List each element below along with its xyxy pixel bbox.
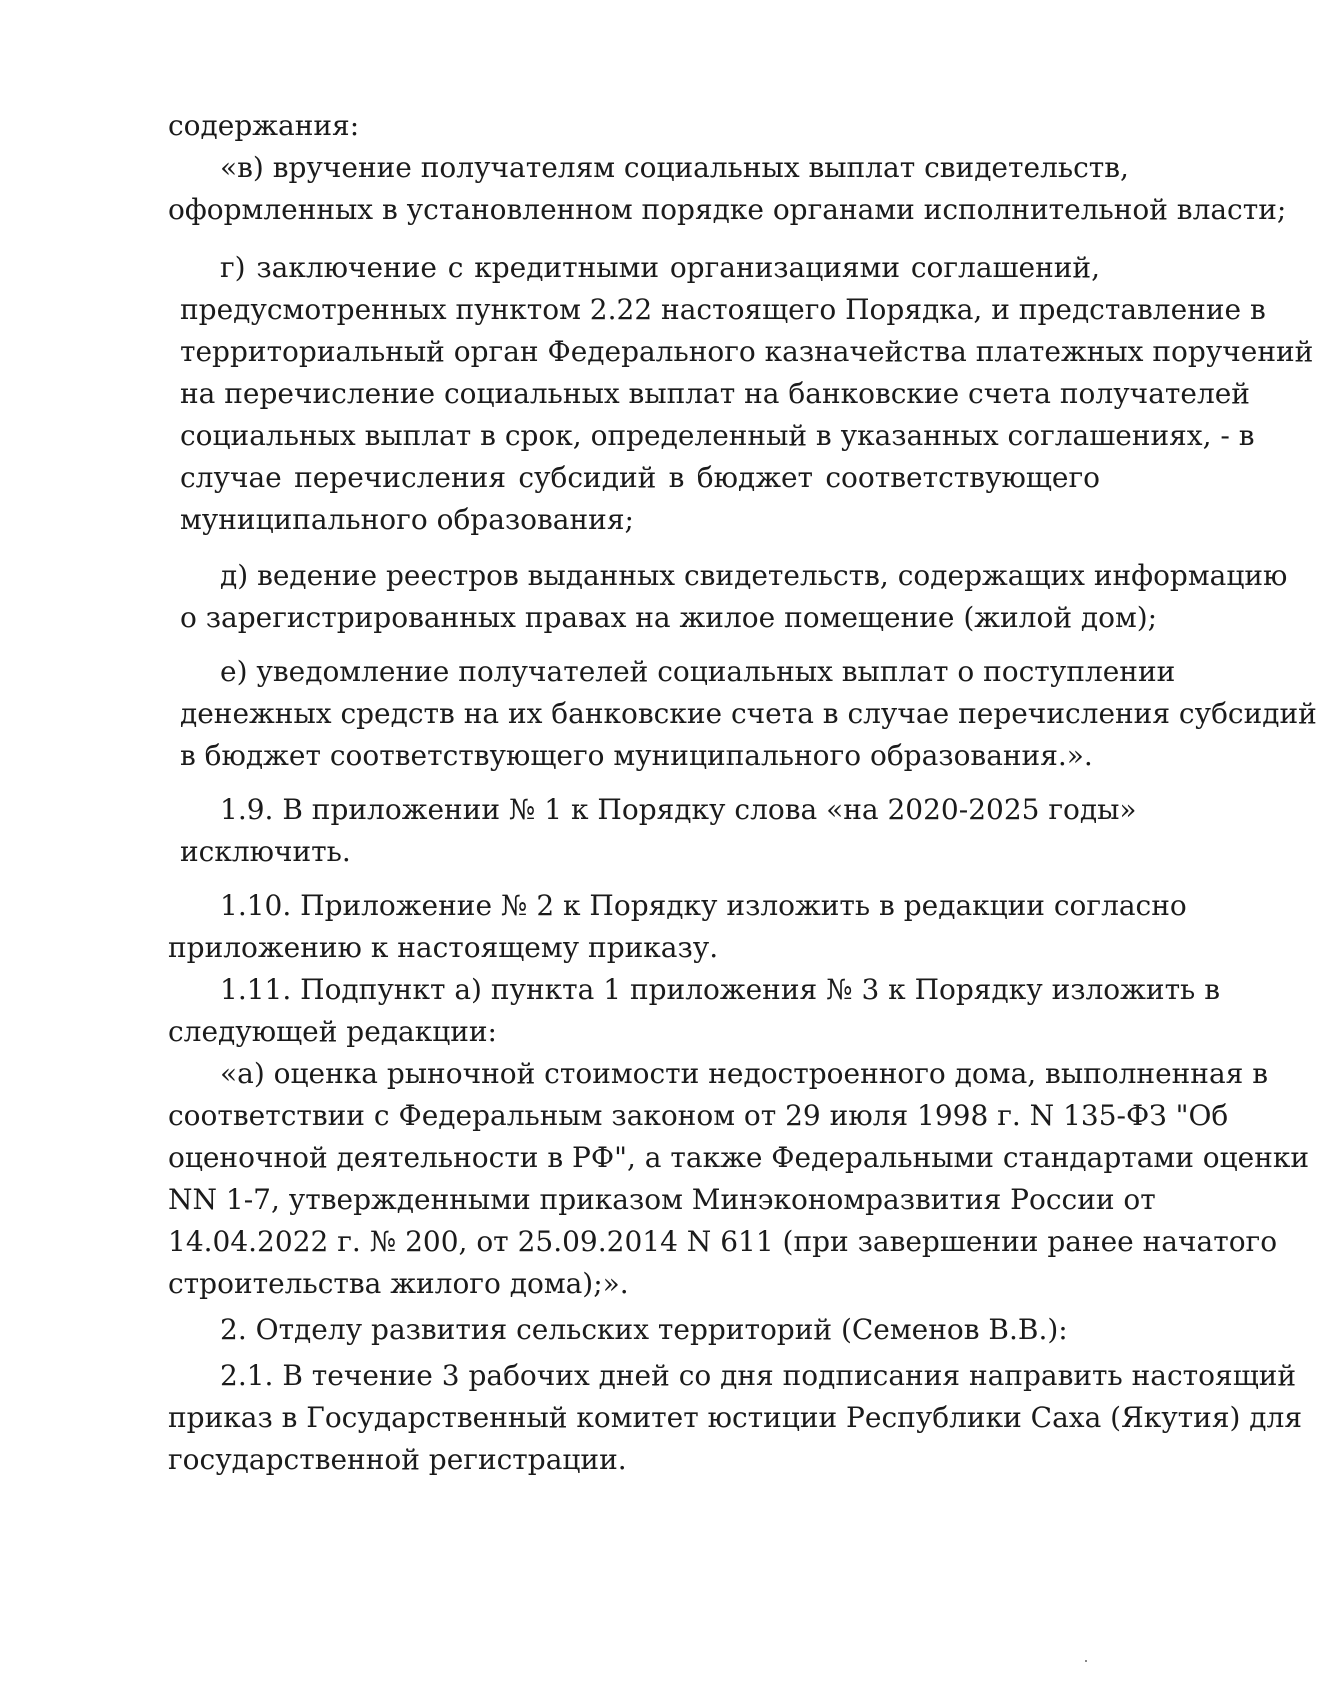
- text-line: оформленных в установленном порядке органами исполнительной власти;: [168, 193, 1287, 226]
- text-line: случае перечисления субсидий в бюджет соответствующего: [180, 461, 1100, 494]
- text-line: социальных выплат в срок, определенный в указанных соглашениях, - в: [180, 419, 1255, 452]
- text-line: е) уведомление получателей социальных выплат о поступлении: [220, 655, 1176, 688]
- text-line: 1.9. В приложении № 1 к Порядку слова «на 2020-2025 годы»: [220, 793, 1137, 826]
- text-line: на перечисление социальных выплат на банковские счета получателей: [180, 377, 1250, 410]
- text-line: 14.04.2022 г. № 200, от 25.09.2014 N 611 (при завершении ранее начатого: [168, 1225, 1278, 1258]
- text-line: содержания:: [168, 109, 360, 142]
- text-line: оценочной деятельности в РФ", а также Федеральными стандартами оценки: [168, 1141, 1310, 1174]
- text-line: 2.1. В течение 3 рабочих дней со дня подписания направить настоящий: [220, 1359, 1297, 1392]
- text-line: г) заключение с кредитными организациями соглашений,: [220, 251, 1100, 284]
- text-line: государственной регистрации.: [168, 1443, 627, 1476]
- text-line: денежных средств на их банковские счета в случае перечисления субсидий: [180, 697, 1317, 730]
- text-line: исключить.: [180, 835, 351, 868]
- text-line: предусмотренных пунктом 2.22 настоящего Порядка, и представление в: [180, 293, 1266, 326]
- text-line: соответствии с Федеральным законом от 29 июля 1998 г. N 135-ФЗ "Об: [168, 1099, 1229, 1132]
- text-line: д) ведение реестров выданных свидетельств, содержащих информацию: [220, 559, 1288, 592]
- text-line: NN 1-7, утвержденными приказом Минэкономразвития России от: [168, 1183, 1156, 1216]
- text-line: приложению к настоящему приказу.: [168, 931, 719, 964]
- scan-artifact: [1085, 1660, 1087, 1662]
- text-line: приказ в Государственный комитет юстиции Республики Саха (Якутия) для: [168, 1401, 1302, 1434]
- text-line: «в) вручение получателям социальных выплат свидетельств,: [220, 151, 1129, 184]
- text-line: следующей редакции:: [168, 1015, 497, 1048]
- text-line: муниципального образования;: [180, 503, 634, 536]
- text-line: 1.11. Подпункт а) пункта 1 приложения № 3 к Порядку изложить в: [220, 973, 1220, 1006]
- text-line: в бюджет соответствующего муниципального образования.».: [180, 739, 1093, 772]
- text-line: территориальный орган Федерального казначейства платежных поручений: [180, 335, 1314, 368]
- text-line: о зарегистрированных правах на жилое помещение (жилой дом);: [180, 601, 1158, 634]
- text-line: строительства жилого дома);».: [168, 1267, 629, 1300]
- text-line: «а) оценка рыночной стоимости недостроенного дома, выполненная в: [220, 1057, 1268, 1090]
- text-line: 1.10. Приложение № 2 к Порядку изложить в редакции согласно: [220, 889, 1187, 922]
- text-line: 2. Отделу развития сельских территорий (Семенов В.В.):: [220, 1313, 1068, 1346]
